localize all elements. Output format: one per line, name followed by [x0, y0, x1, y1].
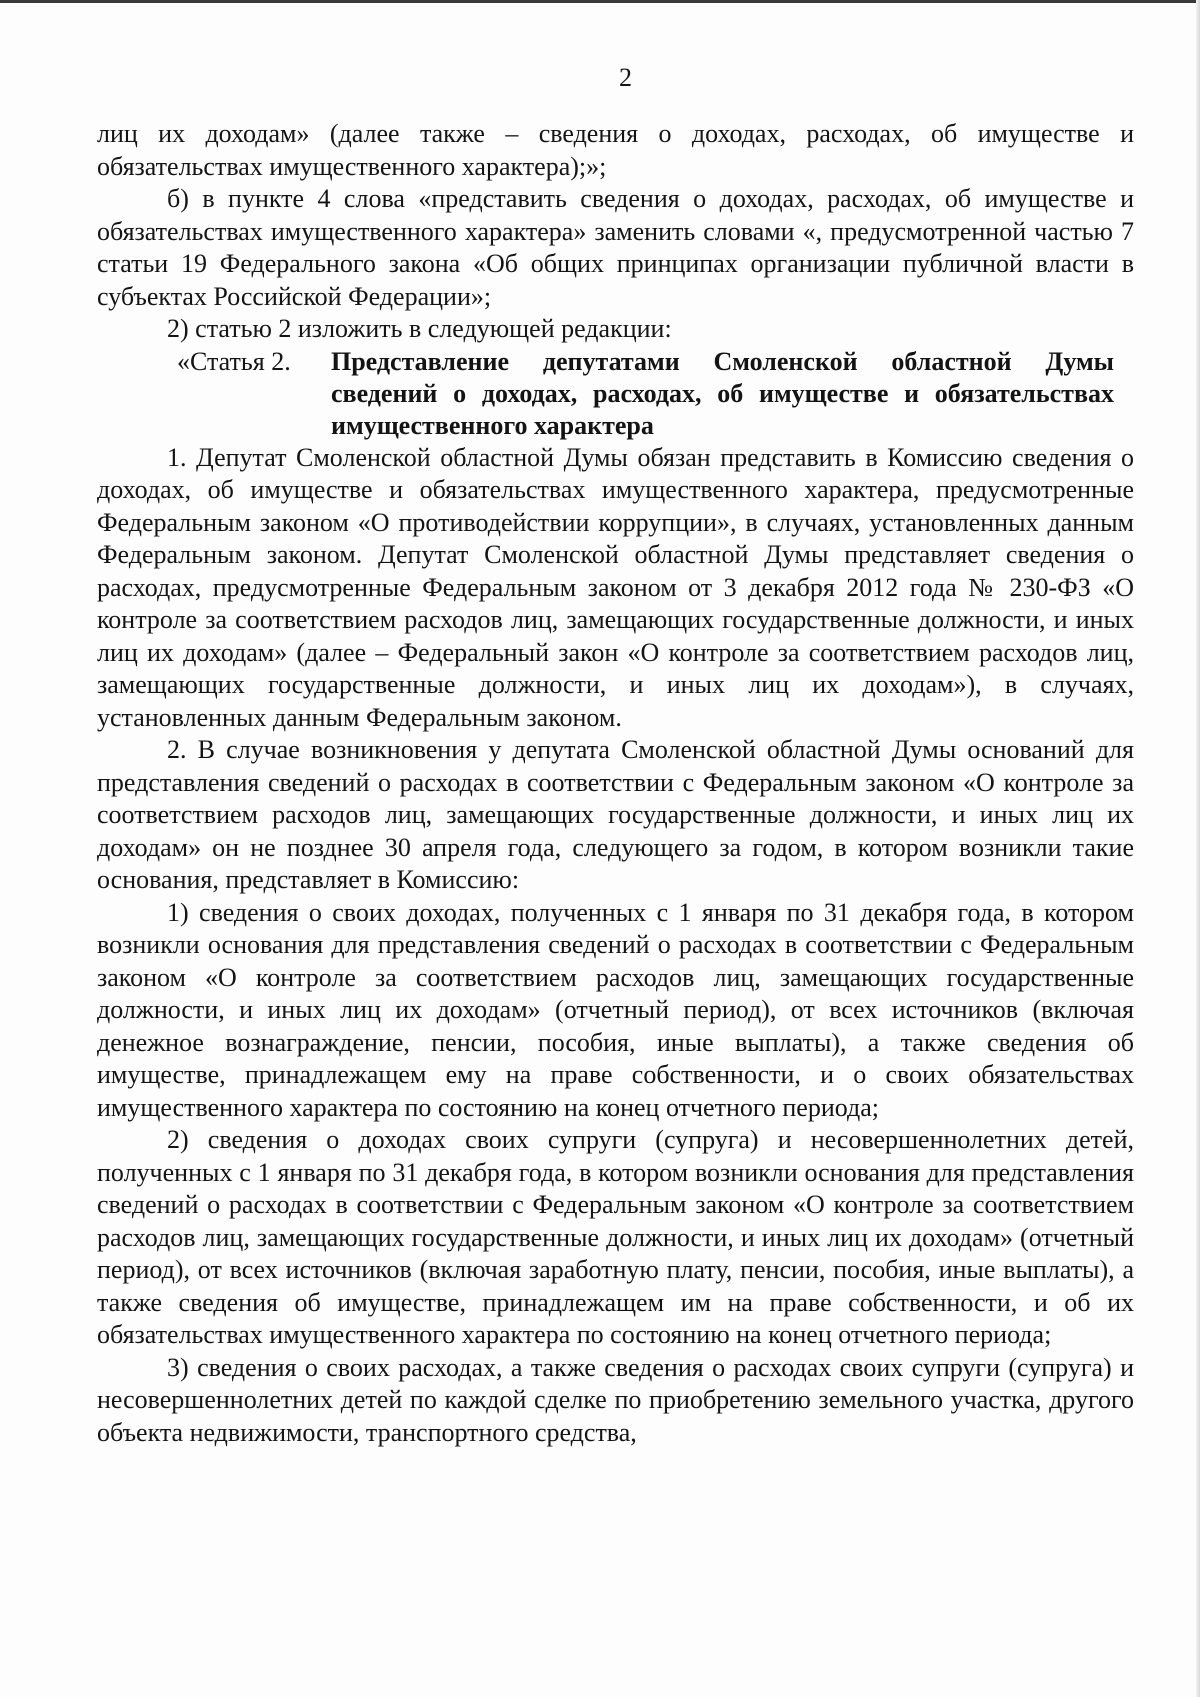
article-part-2-item-3: 3) сведения о своих расходах, а также сведения о расходах своих супруги (супруга) и несовершеннолетних детей по каждой сделке по приобретению земельного участка, другого объекта недвижимости, транспортного средства, — [97, 1352, 1134, 1447]
page-number: 2 — [619, 63, 632, 92]
paragraph-item-2: 2) статью 2 изложить в следующей редакции: — [167, 314, 672, 343]
article-part-2-item-2: 2) сведения о доходах своих супруги (супруга) и несовершеннолетних детей, полученных с 1 января по 31 декабря года, в котором возникли основания для представления сведений о расходах в соответствии с Федеральным законом «О контроле за соответствием расходов лиц, замещающих государственные должности, и иных лиц их доходам» (отчетный период), от всех источников (включая заработную плату, пенсии, пособия, иные выплаты), а также сведения об имуществе, принадлежащем им на праве собственности, и об их обязательствах имущественного характера по состоянию на конец отчетного периода; — [97, 1125, 1134, 1349]
article-part-2-item-1: 1) сведения о своих доходах, полученных с 1 января по 31 декабря года, в котором возникли основания для представления сведений о расходах в соответствии с Федеральным законом «О контроле за соответствием расходов лиц, замещающих государственные должности, и иных лиц их доходам» (отчетный период), от всех источников (включая денежное вознаграждение, пенсии, пособия, иные выплаты), а также сведения об имуществе, принадлежащем ему на праве собственности, и о своих обязательствах имущественного характера по состоянию на конец отчетного периода; — [97, 897, 1134, 1122]
document-page — [97, 62, 1134, 1449]
article-part-2: 2. В случае возникновения у депутата Смоленской областной Думы оснований для представления сведений о расходах в соответствии с Федеральным законом «О контроле за соответствием расходов лиц, замещающих государственные должности, и иных лиц их доходам» он не позднее 30 апреля года, следующего за годом, в котором возникли такие основания, представляет в Комиссию: — [97, 735, 1134, 894]
paragraph-continuation: лиц их доходам» (далее также – сведения о доходах, расходах, об имуществе и обязательствах имущественного характера);»; — [97, 119, 1134, 181]
scan-right-edge — [1196, 0, 1200, 1697]
article-number: «Статья 2. — [177, 346, 291, 376]
article-part-1: 1. Депутат Смоленской областной Думы обязан представить в Комиссию сведения о доходах, об имуществе и обязательствах имущественного характера, предусмотренные Федеральным законом «О противодействии коррупции», в случаях, установленных данным Федеральным законом. Депутат Смоленской областной Думы представляет сведения о расходах, предусмотренные Федеральным законом от 3 декабря 2012 года № 230-ФЗ «О контроле за соответствием расходов лиц, замещающих государственные должности, и иных лиц их доходам» (далее – Федеральный закон «О контроле за соответствием расходов лиц, замещающих государственные должности, и иных лиц их доходам»), в случаях, установленных данным Федеральным законом. — [97, 442, 1134, 732]
article-heading — [97, 346, 1134, 442]
scan-top-edge — [0, 0, 1200, 3]
article-title: Представление депутатами Смоленской областной Думы сведений о доходах, расходах, об имуществе и обязательствах имущественного характера — [331, 346, 1114, 440]
paragraph-subitem-b: б) в пункте 4 слова «представить сведения о доходах, расходах, об имуществе и обязательствах имущественного характера» заменить словами «, предусмотренной частью 7 статьи 19 Федерального закона «Об общих принципах организации публичной власти в субъектах Российской Федерации»; — [97, 184, 1134, 311]
